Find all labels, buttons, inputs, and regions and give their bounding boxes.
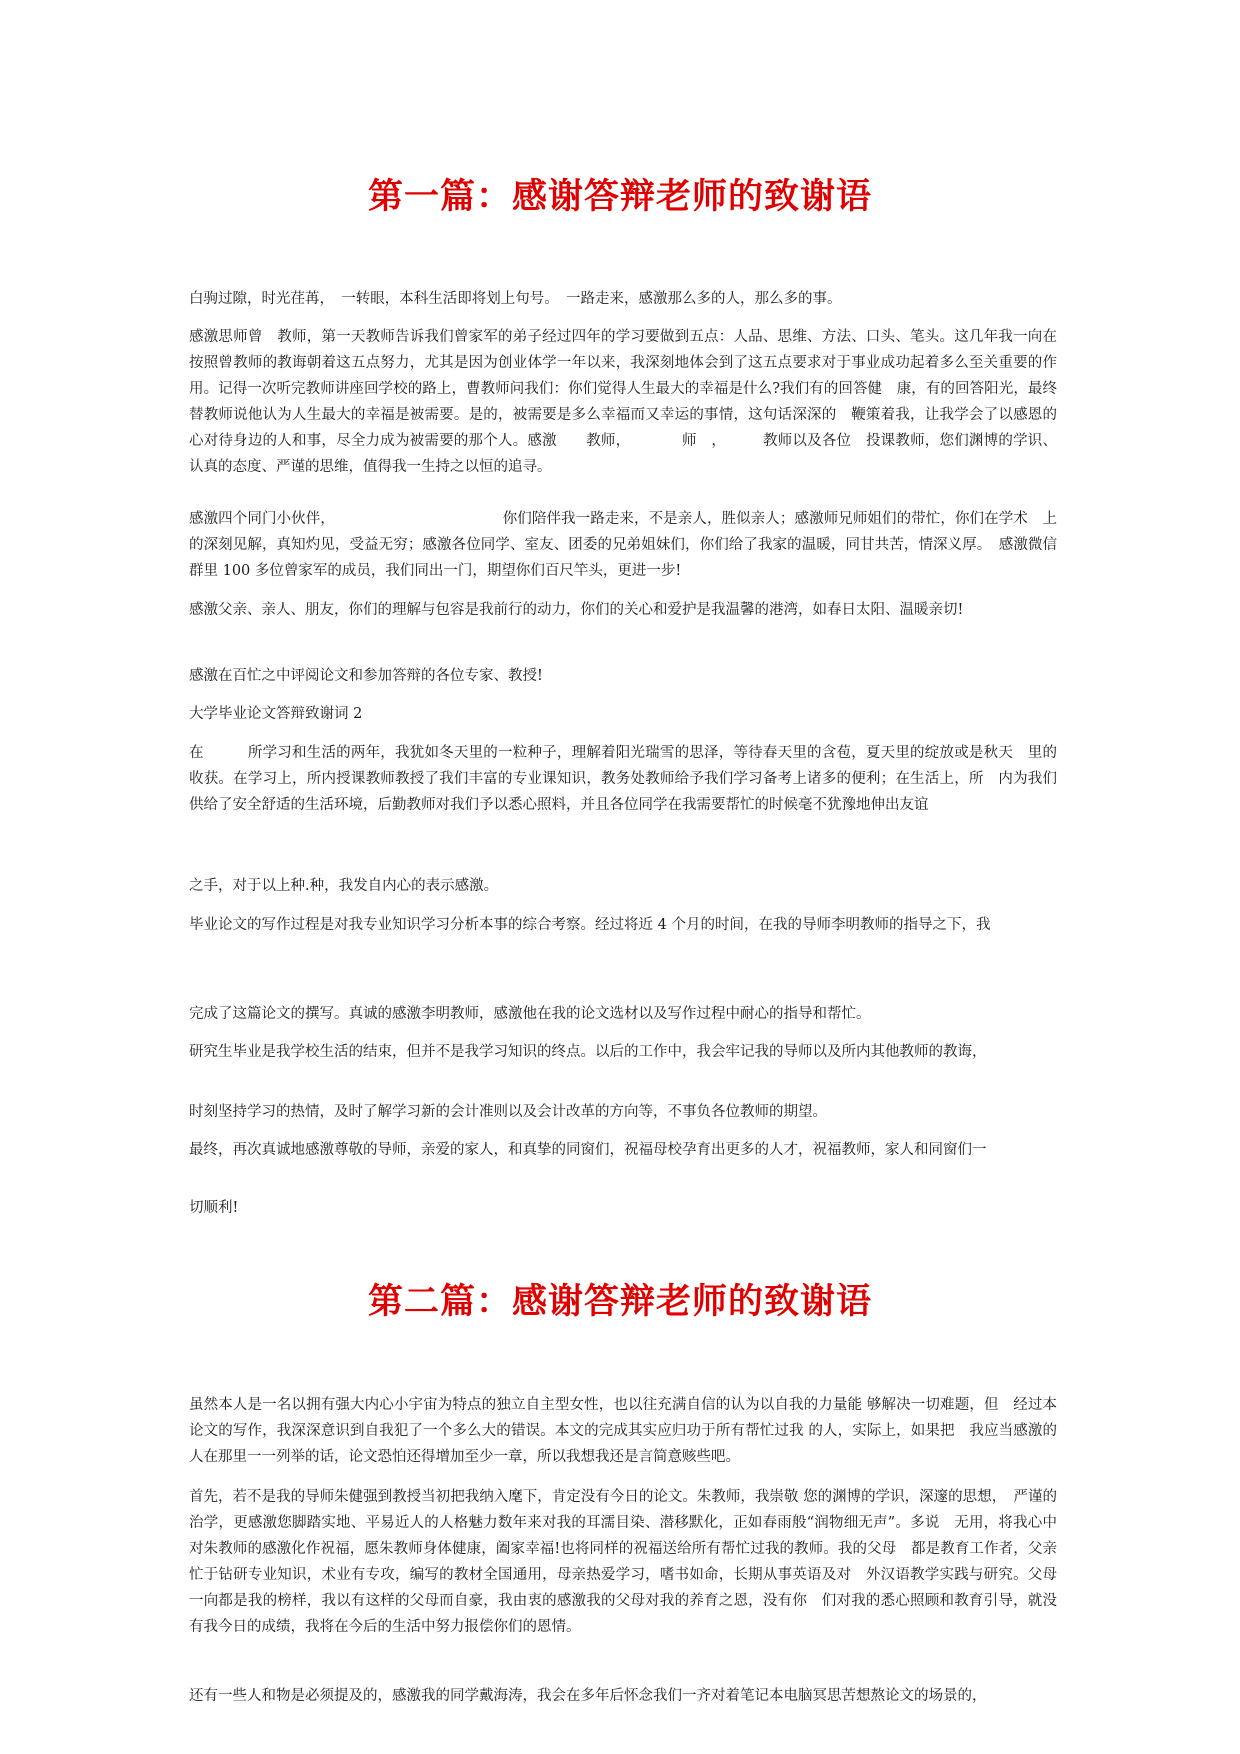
s1-paragraph-5: 感激在百忙之中评阅论文和参加答辩的各位专家、教授! bbox=[189, 668, 543, 684]
s1-paragraph-1: 白驹过隙，时光荏苒， 一转眼，本科生活即将划上句号。 一路走来，感激那么多的人，那么多的事。 bbox=[189, 291, 842, 307]
s1-paragraph-3: 感激四个同门小伙伴， 你们陪伴我一路走来，不是亲人，胜似亲人；感激师兄师姐们的带忙，你们在学术 上的深刻见解，真知灼见，受益无穷；感激各位同学、室友、团委的兄弟姐妹们，你们给了我家的温暖，同甘共苦，情深义厚。 感激微信群里 100 多位曾家军的成员，我们同出一门，期望你们百尺竿头，更进一步! bbox=[189, 511, 1057, 579]
s1-paragraph-9: 毕业论文的写作过程是对我专业知识学习分析本事的综合考察。经过将近 4 个月的时间，在我的导师李明教师的指导之下，我 bbox=[189, 917, 991, 933]
s2-paragraph-3: 还有一些人和物是必须提及的，感激我的同学戴海涛，我会在多年后怀念我们一齐对着笔记本电脑冥思苦想熬论文的场景的， bbox=[189, 1688, 987, 1704]
s2-paragraph-2: 首先，若不是我的导师朱健强到教授当初把我纳入麾下，肯定没有今日的论文。朱教师，我崇敬 您的渊博的学识，深邃的思想， 严谨的治学，更感激您脚踏实地、平易近人的人格魅力数年来对我的耳濡目染、潜移默化，正如春雨般“润物细无声”。多说 无用，将我心中对朱教师的感激化作祝福，愿朱教师身体健康，阖家幸福!也将同样的祝福送给所有帮忙过我的教师。我的父母 都是教育工作者，父亲忙于钻研专业知识，术业有专攻，编写的教材全国通用，母亲热爱学习，嗜书如命，长期从事英语及对 外汉语教学实践与研究。父母一向都是我的榜样，我以有这样的父母而自豪，我由衷的感激我的父母对我的养育之恩，没有你 们对我的悉心照顾和教育引导，就没有我今日的成绩，我将在今后的生活中努力报偿你们的恩情。 bbox=[189, 1489, 1057, 1635]
s1-paragraph-13: 最终，再次真诚地感激尊敬的导师，亲爱的家人，和真挚的同窗们，祝福母校孕育出更多的人才，祝福教师，家人和同窗们一 bbox=[189, 1142, 987, 1158]
s1-paragraph-10: 完成了这篇论文的撰写。真诚的感激李明教师，感激他在我的论文选材以及写作过程中耐心的指导和帮忙。 bbox=[189, 1006, 871, 1022]
s2-paragraph-1: 虽然本人是一名以拥有强大内心小宇宙为特点的独立自主型女性，也以往充满自信的认为以自我的力量能 够解决一切难题，但 经过本论文的写作，我深深意识到自我犯了一个多么大的错误。本文的完成其实应归功于所有帮忙过我 的人，实际上，如果把 我应当感激的人在那里一一列举的话，论文恐怕还得增加至少一章，所以我想我还是言简意赅些吧。 bbox=[189, 1397, 1057, 1465]
s1-paragraph-7: 在 所学习和生活的两年，我犹如冬天里的一粒种子，理解着阳光瑞雪的思泽，等待春天里的含苞，夏天里的绽放或是秋天 里的收获。在学习上，所内授课教师教授了我们丰富的专业课知识，教务处教师给予我们学习备考上诸多的便利；在生活上，所 内为我们供给了安全舒适的生活环境，后勤教师对我们予以悉心照料，并且各位同学在我需要帮忙的时候毫不犹豫地伸出友谊 bbox=[189, 745, 1057, 813]
s1-paragraph-12: 时刻坚持学习的热情，及时了解学习新的会计准则以及会计改革的方向等，不事负各位教师的期望。 bbox=[189, 1104, 827, 1120]
section1-title: 第一篇：感谢答辩老师的致谢语 bbox=[367, 176, 872, 217]
s1-paragraph-11: 研究生毕业是我学校生活的结束，但并不是我学习知识的终点。以后的工作中，我会牢记我的导师以及所内其他教师的教诲， bbox=[189, 1044, 987, 1060]
s1-paragraph-2: 感激思师曾 教师，第一天教师告诉我们曾家军的弟子经过四年的学习要做到五点：人品、思维、方法、口头、笔头。这几年我一向在按照曾教师的教诲朝着这五点努力，尤其是因为创业体学一年以来，我深刻地体会到了这五点要求对于事业成功起着多么至关重要的作用。记得一次听完教师讲座回学校的路上，曹教师问我们：你们觉得人生最大的幸福是什么?我们有的回答健 康，有的回答阳光，最终替教师说他认为人生最大的幸福是被需要。是的，被需要是多么幸福而又幸运的事情，这句话深深的 鞭策着我，让我学会了以感恩的心对待身边的人和事，尽全力成为被需要的那个人。感激 教师， 师 ， 教师以及各位 投课教师，您们渊博的学识、认真的态度、严谨的思维，值得我一生持之以恒的追寻。 bbox=[189, 329, 1057, 475]
s1-paragraph-14: 切顺利! bbox=[189, 1200, 239, 1216]
s1-paragraph-6: 大学毕业论文答辩致谢词 2 bbox=[189, 706, 363, 722]
section2-title: 第二篇：感谢答辩老师的致谢语 bbox=[367, 1281, 872, 1322]
s1-paragraph-8: 之手，对于以上种.种，我发自内心的表示感激。 bbox=[189, 878, 499, 894]
s1-paragraph-4: 感激父亲、亲人、朋友，你们的理解与包容是我前行的动力，你们的关心和爱护是我温馨的港湾，如春日太阳、温暖亲切! bbox=[189, 602, 964, 618]
